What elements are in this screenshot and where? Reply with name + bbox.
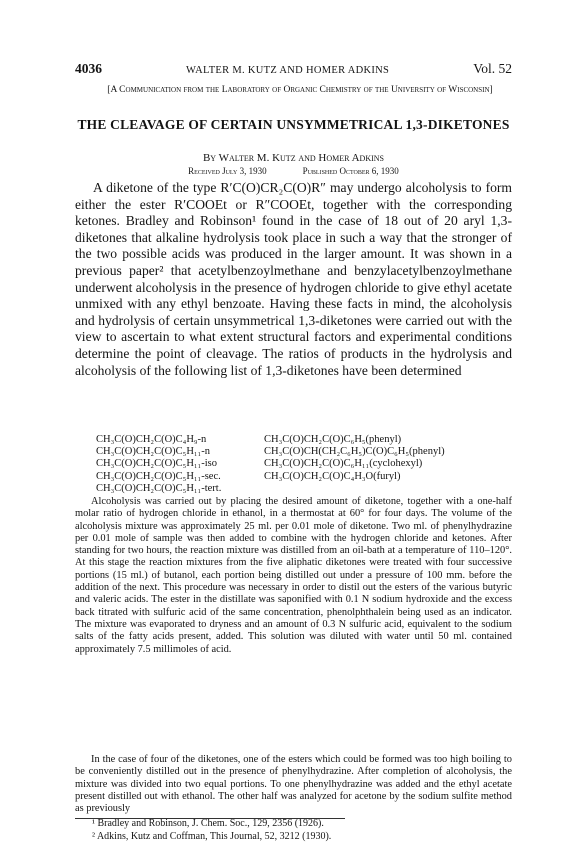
diketone-item: CH₃C(O)CH₂C(O)C₄H₉-n <box>96 434 207 445</box>
communication-note: [A Communication from the Laboratory of Organic Chemistry of the University of Wisconsin] <box>107 85 493 95</box>
diketone-item: CH₃C(O)CH₂C(O)C₄H₃O(furyl) <box>264 470 401 482</box>
diketone-item: CH₃C(O)CH₂C(O)C₅H₁₁-sec. <box>96 470 221 482</box>
diketone-item: CH₃C(O)CH(CH₂C₆H₅)C(O)C₆H₅(phenyl) <box>264 446 445 458</box>
footnote-2: ² Adkins, Kutz and Coffman, This Journal, 52, 3212 (1930). <box>92 831 332 842</box>
methods-paragraph-alcoholysis: Alcoholysis was carried out by placing the desired amount of diketone, together with a one-half molar ratio of hydrogen chloride in ethanol, in a thermostat at 60° for four days. The volume of the alcoholysis mixture was approximately 25 ml. per 0.01 mole of diketone. Two ml. of phenylhydrazine per 0.01 mole of sample was then added to combine with the hydrogen chloride and ketones. After standing for two hours, the reaction mixture was distilled from an oil-bath at a temperature of 110–120°. At this stage the reaction mixtures from the five aliphatic diketones were treated with four successive portions (15 ml.) of butanol, each portion being distilled out under a pressure of 100 mm. before the addition of the next. This procedure was necessary in order to distil out the esters of the various butyric and valeric acids. The ester in the distillate was saponified with 0.1 N sodium hydroxide and the excess back titrated with sulfuric acid of the same concentration, phenolphthalein being used as an indicator. The mixture was evaporated to dryness and an amount of 0.3 N sulfuric acid, equivalent to the sodium salts of the fatty acids present, added. This solution was diluted with water until 50 ml. contained approximately 7.5 millimoles of acid. <box>75 496 512 655</box>
diketone-item: CH₃C(O)CH₂C(O)C₆H₁₁(cyclohexyl) <box>264 458 423 470</box>
page-header <box>75 61 512 77</box>
diketone-item: CH₃C(O)CH₂C(O)C₅H₁₁-n <box>96 446 210 458</box>
volume-label: Vol. 52 <box>473 61 512 76</box>
received-date: Received July 3, 1930 <box>188 166 267 176</box>
footnote-1: ¹ Bradley and Robinson, J. Chem. Soc., 129, 2356 (1926). <box>92 818 324 829</box>
article-authors: By Walter M. Kutz and Homer Adkins <box>202 152 385 164</box>
page-number: 4036 <box>75 61 102 76</box>
article-title: THE CLEAVAGE OF CERTAIN UNSYMMETRICAL 1,3-DIKETONES <box>77 117 510 132</box>
diketone-item: CH₃C(O)CH₂C(O)C₆H₅(phenyl) <box>264 434 402 445</box>
methods-paragraph-high-boiling: In the case of four of the diketones, one of the esters which could be formed was too high boiling to be conveniently distilled out in the presence of phenylhydrazine. After completion of alcoholysis, the mixture was divided into two equal portions. To one phenylhydrazine was added and the ethyl acetate present distilled out with ethanol. The other half was analyzed for acetone by the sodium sulfite method as previously <box>75 754 512 815</box>
published-date: Published October 6, 1930 <box>302 166 399 176</box>
diketone-list <box>96 434 526 495</box>
diketone-item: CH₃C(O)CH₂C(O)C₅H₁₁-iso <box>96 458 217 470</box>
article-dates <box>75 166 512 176</box>
diketone-item: CH₃C(O)CH₂C(O)C₅H₁₁-tert. <box>96 482 222 494</box>
running-title: WALTER M. KUTZ AND HOMER ADKINS <box>186 65 390 76</box>
intro-paragraph: A diketone of the type R′C(O)CR₂C(O)R″ may undergo alcoholysis to form either the ester R′COOEt or R″COOEt, together with the corresponding ketones. Bradley and Robinson¹ found in the case of 18 out of 20 aryl 1,3-diketones that alkaline hydrolysis took place in such a way that the stronger of the two possible acids was produced in the larger amount. It was shown in a previous paper² that acetylbenzoylmethane and benzylacetylbenzoylmethane underwent alcoholysis in the presence of hydrogen chloride to give ethyl acetate unmixed with any ethyl benzoate. Having these facts in mind, the alcoholysis and hydrolysis of certain unsymmetrical 1,3-diketones were carried out with the view to ascertain to what extent structural factors and experimental conditions determine the point of cleavage. The ratios of products in the hydrolysis and alcoholysis of the following list of 1,3-diketones have been determined <box>75 180 512 378</box>
